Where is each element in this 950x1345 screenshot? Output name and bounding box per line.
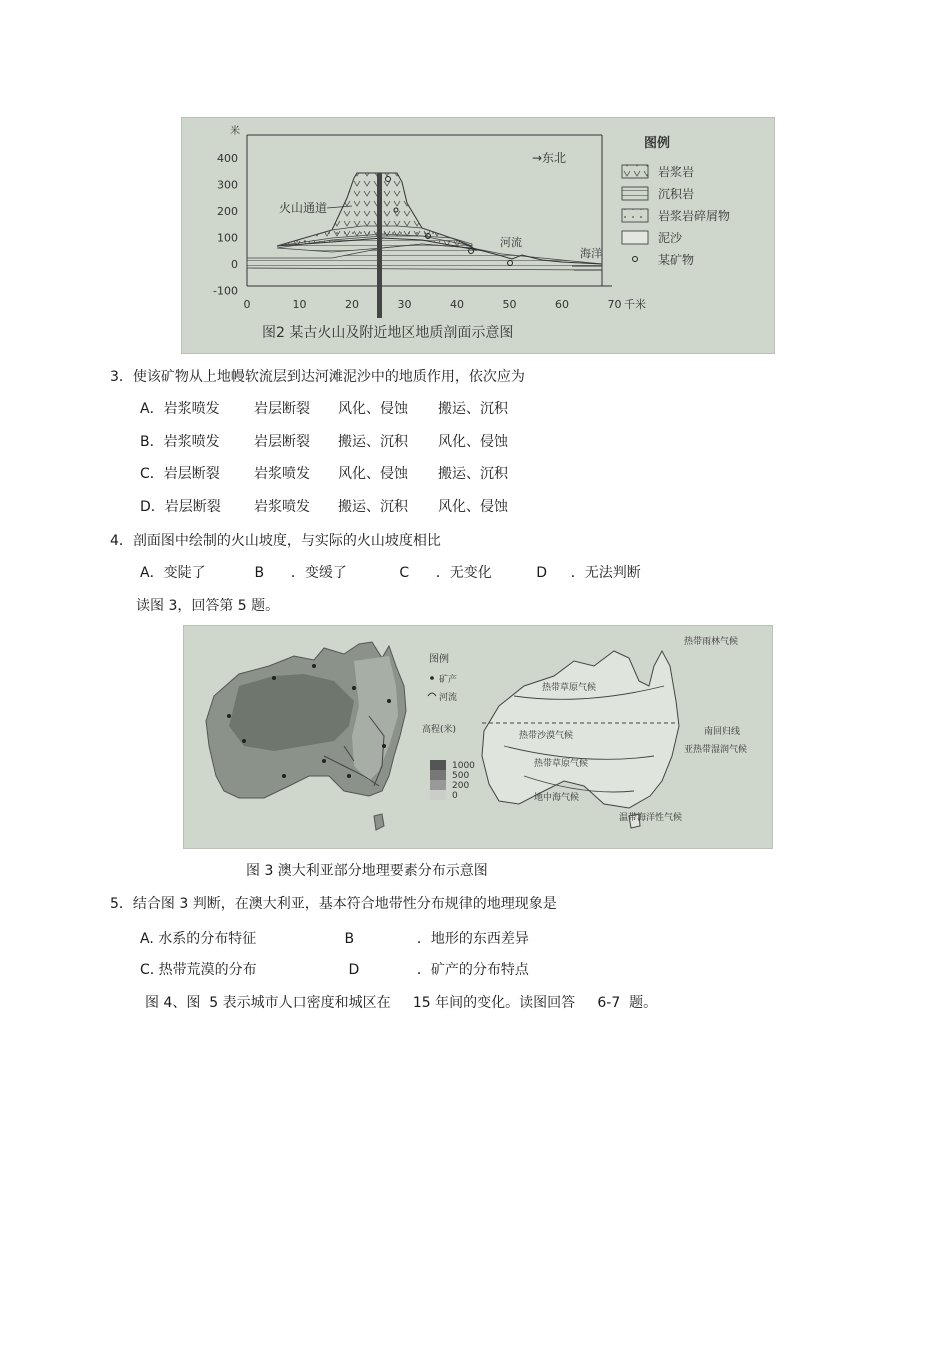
australia-climate-map [482,651,679,808]
q3-option-part: 风化、侵蚀 [438,433,508,450]
x-tick-label: 60 [555,298,569,311]
q3-option-d [140,496,508,516]
climate-label-desert: 热带沙漠气候 [519,731,574,741]
q5-option-c: C. 热带荒漠的分布 [140,962,257,978]
q3-option-c [140,463,508,483]
q5-option-b-letter: B [344,931,355,947]
q3-option-b [140,431,508,451]
fig3-legend-title: 图例 [429,654,449,665]
ocean-label: 海洋 [580,247,602,260]
figure3-caption: 图 3 澳大利亚部分地理要素分布示意图 [246,863,488,879]
tropic-label: 南回归线 [704,727,741,737]
y-tick-label: -100 [213,284,238,298]
legend-title: 图例 [644,136,671,151]
q3-option-part: 搬运、沉积 [438,466,508,482]
legend-item: 泥沙 [658,231,683,245]
q5-option-d-letter: D [348,962,360,978]
fig3-elev-title: 高程(米) [422,725,457,735]
q4-option-b-letter: B [254,565,265,581]
legend-item: 岩浆岩碎屑物 [658,209,731,223]
climate-label-savanna-s: 热带草原气候 [534,759,589,769]
y-tick-label: 300 [217,178,238,192]
q4-option-d-text: ．无法判断 [570,565,641,581]
q3-option-part: 风化、侵蚀 [338,466,408,482]
q5-option-d-text: ．矿产的分布特点 [416,962,529,978]
q3-option-part: 搬运、沉积 [338,498,408,515]
x-tick-label: 70 [607,298,622,311]
q5-options-row1 [140,928,529,948]
q3-stem: 3．使该矿物从上地幔软流层到达河滩泥沙中的地质作用，依次应为 [110,369,525,385]
q3-option-part: 风化、侵蚀 [338,401,408,417]
figure-3 [183,625,773,849]
q4-options [140,562,641,582]
legend-item: 沉积岩 [658,187,695,201]
q4-option-c-letter: C [399,565,410,581]
x-tick-label: 10 [292,298,307,311]
q4-stem: 4．剖面图中绘制的火山坡度，与实际的火山坡度相比 [110,533,441,549]
direction-label: →东北 [532,151,567,165]
elevation-tick: 0 [452,791,458,801]
q5-option-a: A. 水系的分布特征 [140,931,257,947]
q4-option-c-text: ．无变化 [435,565,492,581]
q5-option-b-text: ．地形的东西差异 [416,931,529,947]
q3-option-a [140,398,508,418]
fig3-legend-mineral: 矿产 [439,675,458,685]
read-figure45-instruction: 图 4、图 5 表示城市人口密度和城区在 15 年间的变化。读图回答 6-7 题。 [145,995,658,1011]
fig3-legend-river: 河流 [439,693,458,703]
climate-label-savanna-n: 热带草原气候 [542,683,597,693]
figure-2 [181,117,775,354]
q4-option-d-letter: D [536,565,548,581]
elevation-tick: 200 [452,781,470,791]
q3-option-part: 岩层断裂 [254,433,310,450]
river-label: 河流 [500,236,522,249]
y-tick-label: 400 [217,152,238,165]
y-tick-label: 100 [217,231,238,245]
q3-option-part: 搬运、沉积 [338,433,408,450]
x-tick-label: 20 [345,298,359,311]
q3-option-part: C．岩层断裂 [140,466,220,482]
read-figure3-instruction: 读图 3，回答第 5 题。 [136,598,280,614]
q5-stem: 5．结合图 3 判断，在澳大利亚，基本符合地带性分布规律的地理现象是 [110,896,557,912]
climate-label-rainforest: 热带雨林气候 [684,637,739,647]
vent-label: 火山通道 [279,201,328,215]
elevation-tick: 1000 [452,761,475,771]
q3-option-part: 岩浆喷发 [254,466,310,482]
y-unit: 米 [230,126,240,137]
q4-option-b-text: ．变缓了 [290,565,347,581]
y-tick-label: 0 [231,258,238,271]
q5-options-row2 [140,959,529,979]
q3-option-part: B．岩浆喷发 [140,433,220,450]
q3-option-part: 岩层断裂 [254,401,310,417]
climate-label-temperate: 温带海洋性气候 [619,813,683,823]
q3-option-part: 搬运、沉积 [438,401,508,417]
x-tick-label: 40 [450,298,464,311]
q3-option-part: 风化、侵蚀 [438,498,508,515]
x-unit: 千米 [624,298,646,311]
x-tick-label: 30 [397,298,412,311]
y-tick-label: 200 [217,205,238,218]
q4-option-a: A．变陡了 [140,565,206,581]
q3-option-part: 岩浆喷发 [254,498,310,515]
elevation-tick: 500 [452,771,470,781]
x-tick-label: 50 [502,298,517,311]
q3-option-part: D．岩层断裂 [140,498,221,515]
x-tick-label: 0 [243,298,251,311]
legend-item: 某矿物 [658,253,695,267]
climate-label-mediterranean: 地中海气候 [534,793,580,803]
legend-item: 岩浆岩 [658,165,695,179]
climate-label-subtropical: 亚热带湿润气候 [684,745,748,755]
q3-option-part: A．岩浆喷发 [140,401,220,417]
figure2-caption: 图2 某古火山及附近地区地质剖面示意图 [262,325,514,341]
